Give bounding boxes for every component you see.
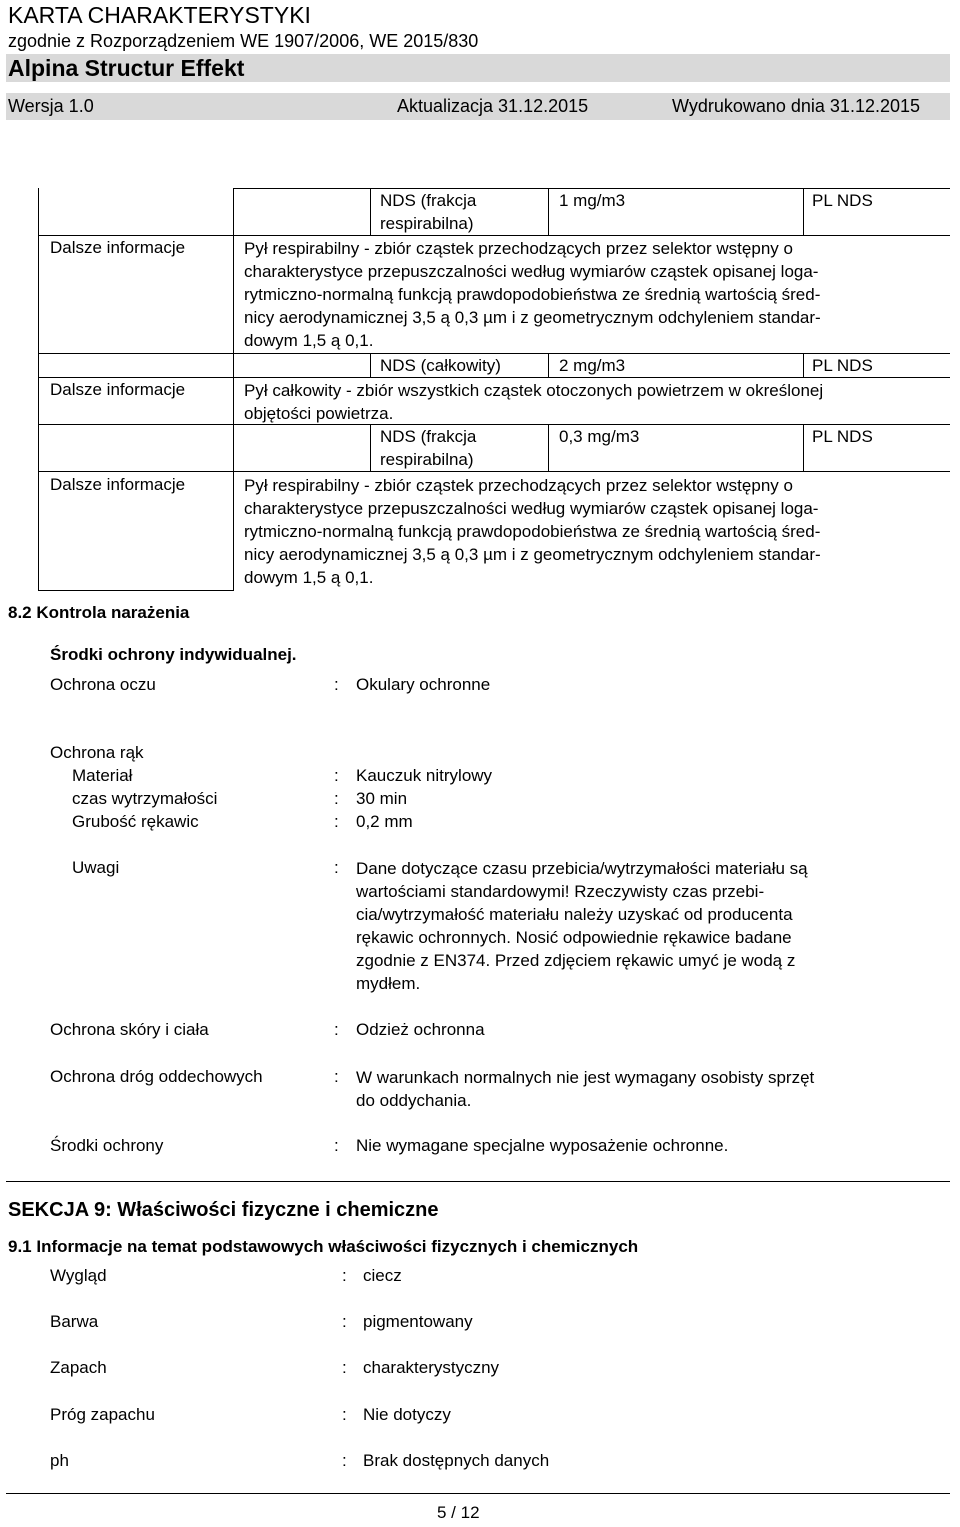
respiratory-line: W warunkach normalnych nie jest wymagany osobisty sprzęt <box>356 1068 815 1087</box>
info-label: Dalsze informacje <box>50 380 186 399</box>
component-name: NDS (całkowity) <box>380 356 501 375</box>
info-line: Pył respirabilny - zbiór cząstek przechodzących przez selektor wstępny o <box>244 239 793 258</box>
info-line: dowym 1,5 ą 0,1. <box>244 331 374 350</box>
respiratory-protection-text <box>356 1066 946 1112</box>
info-line: objętości powietrza. <box>244 404 394 423</box>
eye-protection-label: Ochrona oczu <box>50 675 156 694</box>
update-date: Aktualizacja 31.12.2015 <box>397 96 589 116</box>
breakthrough-time-label: czas wytrzymałości <box>72 789 218 808</box>
ph-label: ph <box>50 1451 69 1470</box>
row3-bottom-border <box>38 471 950 472</box>
section-divider <box>6 1181 950 1182</box>
info-line: rytmiczno-normalną funkcją prawdopodobieństwa ze średnią wartością śred- <box>244 522 821 541</box>
limit-value: 2 mg/m3 <box>559 356 626 375</box>
page-number: 5 / 12 <box>437 1503 480 1522</box>
limit-basis: PL NDS <box>812 191 873 210</box>
remarks-line: rękawic ochronnych. Nosić odpowiednie rękawice badane <box>356 928 792 947</box>
colon: : <box>334 1067 339 1086</box>
info-line: rytmiczno-normalną funkcją prawdopodobieństwa ze średnią wartością śred- <box>244 285 821 304</box>
appearance-label: Wygląd <box>50 1266 107 1285</box>
odour-threshold-label: Próg zapachu <box>50 1405 155 1424</box>
section91-heading: 9.1 Informacje na temat podstawowych właściwości fizycznych i chemicznych <box>8 1237 639 1256</box>
colon: : <box>342 1312 347 1331</box>
info-line: Pył całkowity - zbiór wszystkich cząstek otoczonych powietrzem w określonej <box>244 381 824 400</box>
eye-protection-value: Okulary ochronne <box>356 675 491 694</box>
colon: : <box>334 789 339 808</box>
row1-right-border <box>803 188 804 235</box>
component-name-cont: respirabilna) <box>380 450 474 469</box>
colon: : <box>334 812 339 831</box>
table-left-border <box>38 188 39 590</box>
limit-value: 0,3 mg/m3 <box>559 427 640 446</box>
colon: : <box>342 1266 347 1285</box>
row1-bottom-border <box>233 235 950 236</box>
info-label: Dalsze informacje <box>50 475 186 494</box>
component-name: NDS (frakcja <box>380 191 477 210</box>
regulation-line: zgodnie z Rozporządzeniem WE 1907/2006, WE 2015/830 <box>8 31 479 51</box>
remarks-label: Uwagi <box>72 858 120 877</box>
respiratory-protection-label: Ochrona dróg oddechowych <box>50 1067 263 1086</box>
info-line: charakterystyce przepuszczalności według wymiarów cząstek opisanej loga- <box>244 262 819 281</box>
colon: : <box>334 766 339 785</box>
row1-left-border <box>370 188 371 235</box>
remarks-line: wartościami standardowymi! Rzeczywisty czas przebi- <box>356 882 765 901</box>
section-heading: 8.2 Kontrola narażenia <box>8 603 190 622</box>
info-label: Dalsze informacje <box>50 238 186 257</box>
row3-mid-border <box>548 424 549 471</box>
info-text <box>244 474 950 589</box>
info-text <box>244 237 950 352</box>
info-line: dowym 1,5 ą 0,1. <box>244 568 374 587</box>
glove-thickness-value: 0,2 mm <box>356 812 413 831</box>
limit-basis: PL NDS <box>812 356 873 375</box>
limit-basis: PL NDS <box>812 427 873 446</box>
protective-measures-value: Nie wymagane specjalne wyposażenie ochronne. <box>356 1136 729 1155</box>
colon: : <box>342 1358 347 1377</box>
footer-divider <box>6 1493 950 1494</box>
appearance-value: ciecz <box>363 1266 402 1285</box>
print-date: Wydrukowano dnia 31.12.2015 <box>672 96 921 116</box>
info-text <box>244 379 950 425</box>
remarks-line: mydłem. <box>356 974 421 993</box>
row3-left-border <box>370 424 371 471</box>
info-line: nicy aerodynamicznej 3,5 ą 0,3 µm i z geometrycznym odchyleniem standar- <box>244 545 821 564</box>
product-name: Alpina Structur Effekt <box>8 55 245 81</box>
remarks-line: cia/wytrzymałość materiału należy uzyskać od producenta <box>356 905 793 924</box>
odour-threshold-value: Nie dotyczy <box>363 1405 451 1424</box>
respiratory-line: do oddychania. <box>356 1091 472 1110</box>
colon: : <box>342 1451 347 1470</box>
colon: : <box>334 675 339 694</box>
table-bottom-border <box>38 590 234 591</box>
document-title: KARTA CHARAKTERYSTYKI <box>8 2 311 28</box>
colon: : <box>334 1136 339 1155</box>
skin-protection-value: Odzież ochronna <box>356 1020 485 1039</box>
remarks-line: zgodnie z EN374. Przed zdjęciem rękawic umyć je wodą z <box>356 951 796 970</box>
odour-label: Zapach <box>50 1358 107 1377</box>
info-line: charakterystyce przepuszczalności według wymiarów cząstek opisanej loga- <box>244 499 819 518</box>
remarks-line: Dane dotyczące czasu przebicia/wytrzymałości materiału są <box>356 859 808 878</box>
protective-measures-label: Środki ochrony <box>50 1136 164 1155</box>
row1-mid-border <box>548 188 549 235</box>
row2-mid-border <box>548 353 549 377</box>
glove-material-value: Kauczuk nitrylowy <box>356 766 493 785</box>
glove-material-label: Materiał <box>72 766 133 785</box>
component-name-cont: respirabilna) <box>380 214 474 233</box>
ppe-heading: Środki ochrony indywidualnej. <box>50 645 297 664</box>
glove-thickness-label: Grubość rękawic <box>72 812 199 831</box>
row3-right-border <box>803 424 804 471</box>
remarks-text <box>356 857 946 995</box>
row2-left-border <box>370 353 371 377</box>
table-divider <box>233 188 234 590</box>
row1-top-border <box>233 188 950 189</box>
info-line: Pył respirabilny - zbiór cząstek przechodzących przez selektor wstępny o <box>244 476 793 495</box>
version-label: Wersja 1.0 <box>8 96 94 116</box>
info-line: nicy aerodynamicznej 3,5 ą 0,3 µm i z geometrycznym odchyleniem standar- <box>244 308 821 327</box>
info1-separator <box>38 235 234 236</box>
row2-top-border <box>38 353 950 354</box>
row2-right-border <box>803 353 804 377</box>
skin-protection-label: Ochrona skóry i ciała <box>50 1020 209 1039</box>
section9-heading: SEKCJA 9: Właściwości fizyczne i chemiczne <box>8 1199 439 1221</box>
colon: : <box>334 858 339 877</box>
limit-value: 1 mg/m3 <box>559 191 626 210</box>
component-name: NDS (frakcja <box>380 427 477 446</box>
row2-bottom-border <box>38 377 950 378</box>
colour-value: pigmentowany <box>363 1312 473 1331</box>
odour-value: charakterystyczny <box>363 1358 500 1377</box>
ph-value: Brak dostępnych danych <box>363 1451 550 1470</box>
colour-label: Barwa <box>50 1312 99 1331</box>
colon: : <box>334 1020 339 1039</box>
breakthrough-time-value: 30 min <box>356 789 408 808</box>
hand-protection-label: Ochrona rąk <box>50 743 144 762</box>
colon: : <box>342 1405 347 1424</box>
